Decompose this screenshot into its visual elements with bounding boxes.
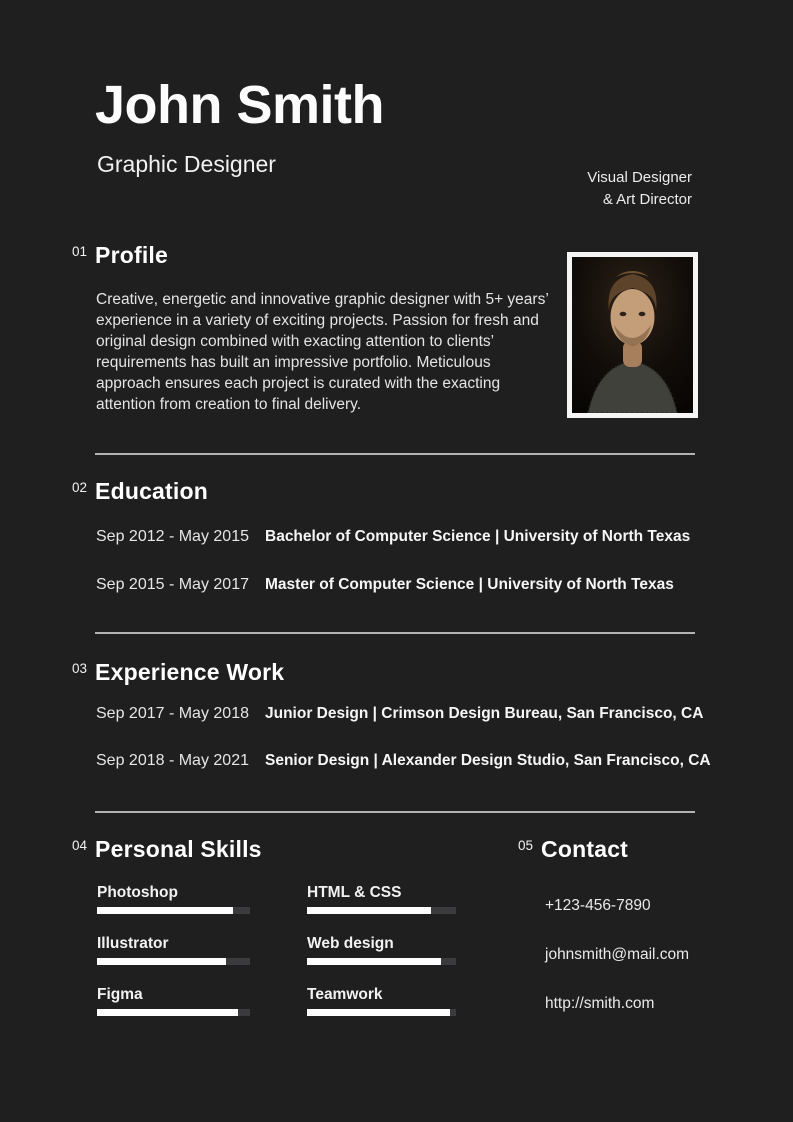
contact-phone: +123-456-7890 <box>545 897 651 914</box>
section-divider <box>95 811 695 813</box>
skill-progress-track <box>307 958 456 965</box>
skill-label: Illustrator <box>97 935 169 952</box>
page-title: John Smith <box>95 75 384 135</box>
section-title: Personal Skills <box>95 836 262 862</box>
section-title: Experience Work <box>95 659 285 685</box>
education-degree: Master of Computer Science | University of North Texas <box>265 576 674 593</box>
skill-progress-track <box>97 1009 250 1016</box>
section-header-skills <box>72 837 262 862</box>
contact-website: http://smith.com <box>545 995 655 1012</box>
tagline <box>587 167 692 210</box>
skill-progress-fill <box>97 958 226 965</box>
section-number: 05 <box>518 838 534 853</box>
skills-grid <box>97 884 456 1016</box>
education-period: Sep 2012 - May 2015 <box>96 528 249 545</box>
contact-list <box>545 897 689 1013</box>
skill-item <box>307 884 456 914</box>
experience-position: Senior Design | Alexander Design Studio, San Francisco, CA <box>265 752 711 769</box>
portrait-of-man-photo <box>572 257 693 413</box>
skill-label: Teamwork <box>307 986 383 1003</box>
section-divider <box>95 632 695 634</box>
skill-item <box>97 986 250 1016</box>
skill-progress-fill <box>307 907 431 914</box>
section-header-experience <box>72 660 284 685</box>
experience-position: Junior Design | Crimson Design Bureau, San Francisco, CA <box>265 705 704 722</box>
skill-progress-fill <box>307 1009 450 1016</box>
skill-progress-track <box>97 958 250 965</box>
education-row <box>96 576 756 594</box>
section-header-profile <box>72 243 168 268</box>
skill-progress-track <box>307 1009 456 1016</box>
experience-row <box>96 752 756 770</box>
skill-label: Figma <box>97 986 143 1003</box>
contact-email: johnsmith@mail.com <box>545 946 690 963</box>
section-number: 04 <box>72 838 88 853</box>
section-title: Contact <box>541 836 629 862</box>
skill-progress-fill <box>307 958 441 965</box>
skill-progress-fill <box>97 907 233 914</box>
education-row <box>96 528 756 546</box>
skill-progress-track <box>307 907 456 914</box>
skill-item <box>97 935 250 965</box>
experience-row <box>96 705 756 723</box>
skill-label: HTML & CSS <box>307 884 402 901</box>
section-number: 02 <box>72 480 88 495</box>
education-period: Sep 2015 - May 2017 <box>96 576 249 593</box>
education-degree: Bachelor of Computer Science | University of North Texas <box>265 528 691 545</box>
tagline-line-2: & Art Director <box>602 190 692 208</box>
experience-period: Sep 2017 - May 2018 <box>96 705 249 722</box>
section-divider <box>95 453 695 455</box>
section-header-education <box>72 479 208 504</box>
section-number: 01 <box>72 244 88 259</box>
job-title: Graphic Designer <box>97 151 276 177</box>
section-title: Profile <box>95 242 169 268</box>
profile-summary: Creative, energetic and innovative graphic designer with 5+ years’ experience in a variety of exciting projects. Passion for fresh and original design combined with exacting attention to clients’ requirements has built an impressive portfolio. Meticulous approach ensures each project is curated with the exacting attention from creation to final delivery. <box>96 291 549 413</box>
profile-photo <box>567 252 698 418</box>
skill-item <box>307 935 456 965</box>
skill-progress-track <box>97 907 250 914</box>
skill-label: Photoshop <box>97 884 178 901</box>
section-title: Education <box>95 478 209 504</box>
skill-label: Web design <box>307 935 394 952</box>
section-header-contact <box>518 837 628 862</box>
skill-progress-fill <box>97 1009 238 1016</box>
skill-item <box>97 884 250 914</box>
tagline-line-1: Visual Designer <box>587 169 692 186</box>
section-number: 03 <box>72 661 88 676</box>
experience-period: Sep 2018 - May 2021 <box>96 752 249 769</box>
skill-item <box>307 986 456 1016</box>
